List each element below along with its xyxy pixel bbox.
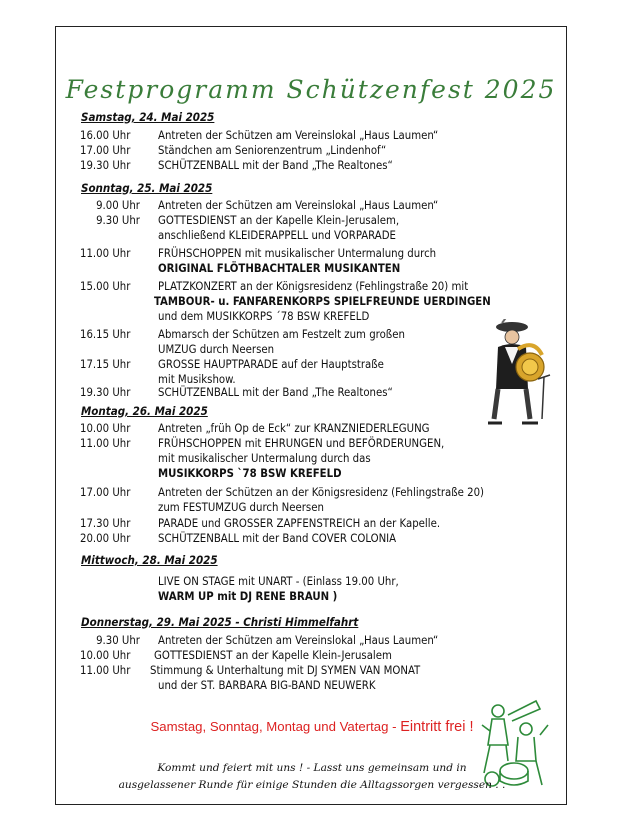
marching-band-drawing [478,695,550,791]
footer-line-1: Kommt und feiert mit uns ! - Lasst uns gemeinsam und in [157,762,467,774]
day-heading-thursday: Donnerstag, 29. Mai 2025 - Christi Himmelfahrt [81,615,359,629]
tuba-player-illustration [472,319,552,427]
footer-line-2: ausgelassener Runde für einige Stunden die Alltagssorgen vergessen . . [118,779,506,791]
program-frame: Festprogramm Schützenfest 2025 Samstag, 24. Mai 2025 16.00 Uhr Antreten der Schützen am Vereinslokal „Haus Laumen“ 17.00 Uhr Ständchen am Seniorenzentrum „Lindenhof“ 19.30 Uhr SCHÜTZENBALL mit der Band „The Realtones“ Sonntag, 25. Mai 2025 9.00 Uhr Antreten der Schützen am Vereinslokal „Haus Laumen“ 9.30 Uhr GOTTESDIENST an der Kapelle Klein-Jerusalem, anschließend KLEIDERAPPELL und VORPARADE 11.00 Uhr FRÜHSCHOPPEN mit musikalischer Untermalung durch ORIGINAL FLÖTHBACHTALER MUSIKANTEN 15.00 Uhr PLATZKONZERT an der Königsresidenz (Fehlingstraße 20) mit TAMBOUR- u. FANFARENKORPS SPIELFREUNDE UERDINGEN und dem MUSIKKORPS ´78 BSW KREFELD 16.15 Uhr Abmarsch der Schützen am Festzelt zum großen UMZUG durch Neersen 17.15 Uhr GROSSE HAUPTPARADE auf der Hauptstraße mit Musikshow. 19.30 Uhr SCHÜTZENBALL mit der Band „The Realtones“ Montag, 26. Mai 2025 10.00 Uhr Antreten „früh Op de Eck“ zur KRANZNIEDERLEGUNG 11.00 Uhr FRÜHSCHOPPEN mit EHRUNGEN und BEFÖRDERUNGEN, mit musikalischer Untermalung durch das MUSIKKORPS `78 BSW KREFELD 17.00 Uhr Antreten der Schützen an der Königsresidenz (Fehlingstraße 20) zum FESTUMZUG durch Neersen 17.30 Uhr PARADE und GROSSER ZAPFENSTREICH an der Kapelle. 20.00 Uhr SCHÜTZENBALL mit der Band COVER COLONIA Mittwoch, 28. Mai 2025 LIVE ON STAGE mit UNART - (Einlass 19.00 Uhr, WARM UP mit DJ RENE BRAUN ) Donnerstag, 29. Mai 2025 - Christi Himmelfahrt 9.30 Uhr Antreten der Schützen am Vereinslokal „Haus Laumen“ 10.00 Uhr GOTTESDIENST an der Kapelle Klein-Jerusalem 11.00 Uhr Stimmung & Unterhaltung mit DJ SYMEN VAN MONAT und der ST. BARBARA BIG-BAND NEUWERK Samstag, Sonntag, Montag und Vatertag - Eintritt frei ! Kommt und feiert mit uns ! - Lasst uns gemeinsam und in ausgelassener Runde für einige Stunden die Alltagssorgen vergessen . . [55,26,567,805]
free-entry-days: Samstag, Sonntag, Montag und Vatertag - [150,719,401,734]
day-heading-sunday: Sonntag, 25. Mai 2025 [81,181,213,195]
day-heading-saturday: Samstag, 24. Mai 2025 [81,110,215,124]
page-title: Festprogramm Schützenfest 2025 [65,75,557,104]
day-heading-wednesday: Mittwoch, 28. Mai 2025 [81,553,218,567]
free-entry-highlight: Eintritt frei ! [400,719,474,735]
day-heading-monday: Montag, 26. Mai 2025 [81,404,208,418]
